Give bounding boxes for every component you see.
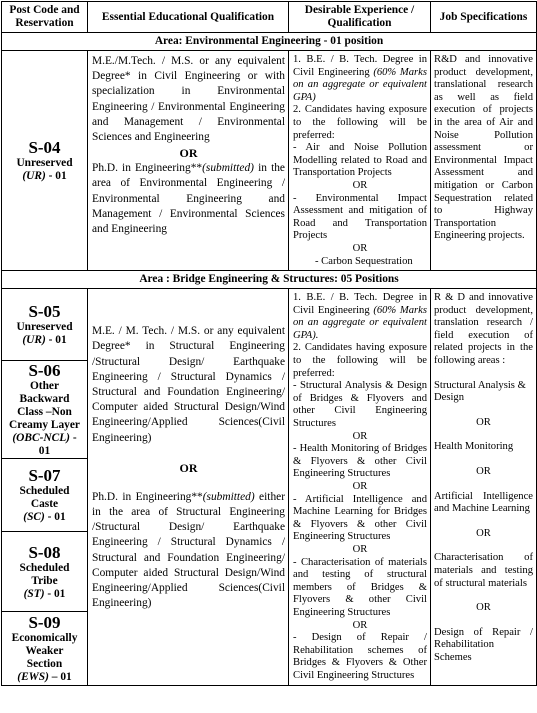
post-code-cell <box>2 361 88 459</box>
recruitment-table <box>1 1 537 686</box>
post-code: S-08 <box>28 542 61 562</box>
post-code-cell <box>2 51 88 271</box>
experience-item: - Air and Noise Pollution Modelling related to Road and Transportation Projects <box>293 142 427 179</box>
area-row <box>2 33 537 51</box>
experience-item: - Structural Analysis & Design of Bridges & Flyovers and other Civil Engineering Structures <box>293 380 427 430</box>
or-separator: OR <box>352 481 368 492</box>
qualification-cell <box>88 51 289 271</box>
job-spec-cell <box>431 289 537 685</box>
experience-item: - Environmental Impact Assessment and mitigation of Road and Transportation Projects <box>293 192 427 242</box>
header-experience: Desirable Experience / Qualification <box>289 2 431 33</box>
reservation: Scheduled Caste (SC) - 01 <box>19 485 70 524</box>
qualification-cell <box>88 289 289 685</box>
area-title: Area: Environmental Engineering - 01 position <box>2 33 537 51</box>
post-code-cell <box>2 612 88 685</box>
post-code: S-09 <box>28 612 61 632</box>
or-separator: OR <box>352 619 368 631</box>
qualification-text: M.E. / M. Tech. / M.S. or any equivalent Degree* in Structural Engineering /Structural Design/ Earthquake Engineering / Structural Dynamics / Structural and Foundation Engineering/ Computer aided Structural Design/Wind Engineering/Applied Sciences(Civil Engineering) <box>92 325 285 444</box>
experience-cell <box>289 289 431 685</box>
reservation: Economically Weaker Section (EWS) – 01 <box>11 631 78 683</box>
or-separator: OR <box>476 527 491 539</box>
or-separator: OR <box>476 416 491 428</box>
experience-item: 1. B.E. / B. Tech. Degree in Civil Engineering (60% Marks on an aggregate or equivalent GPA). <box>293 292 427 341</box>
post-code-cell <box>2 532 88 612</box>
experience-item: 1. B.E. / B. Tech. Degree in Civil Engineering (60% Marks on an aggregate or equivalent GPA) <box>293 54 427 103</box>
experience-item: - Characterisation of materials and testing of structural members of Bridges & Flyovers & other Civil Engineering Structures <box>293 556 427 618</box>
area-row <box>2 271 537 289</box>
experience-cell <box>289 51 431 271</box>
job-spec-item: Health Monitoring <box>434 441 514 453</box>
or-separator: OR <box>179 146 198 161</box>
job-spec-item: Characterisation of materials and testing of structural materials <box>434 552 533 589</box>
job-spec-text: R&D and innovative product development, translational research as well as field execution of projects in the area of Air and Noise Pollution assessment or Environmental Impact Assessment and mitigation or Carbon Sequestration related to Highway Transportation Engineering projects. <box>434 54 533 242</box>
reservation: Other Backward Class –Non Creamy Layer (OBC-NCL) - 01 <box>9 380 80 458</box>
or-separator: OR <box>352 543 368 555</box>
reservation: Unreserved (UR) - 01 <box>16 157 73 183</box>
post-code: S-04 <box>28 138 61 158</box>
post-code: S-06 <box>28 361 61 381</box>
qualification-text: M.E./M.Tech. / M.S. or any equivalent Degree* in Civil Engineering or with specialization in Environmental Engineering / Environmental Engineering and Management / Environmental Sciences and Engineering <box>92 55 285 144</box>
header-post-code: Post Code and Reservation <box>2 2 88 33</box>
experience-item: 2. Candidates having exposure to the following will be preferred: <box>293 104 427 141</box>
job-spec-cell <box>431 51 537 271</box>
experience-item: - Carbon Sequestration <box>315 255 413 267</box>
or-separator: OR <box>352 430 368 442</box>
job-spec-item: Structural Analysis & Design <box>434 379 526 404</box>
job-spec-item: Artificial Intelligence and Machine Learning <box>434 490 533 515</box>
post-code-cell <box>2 459 88 532</box>
experience-item: - Artificial Intelligence and Machine Learning for Bridges & Flyovers & other Civil Engineering Structures <box>293 493 427 543</box>
header-row <box>2 2 537 33</box>
reservation: Scheduled Tribe (ST) - 01 <box>19 561 70 600</box>
or-separator: OR <box>352 179 368 191</box>
qualification-text: Ph.D. in Engineering**(submitted) either in the area of Structural Engineering /Structural Design/ Earthquake Engineering / Structural Dynamics / Structural and Foundation Engineering/ Computer aided Structural Design/Wind Engineering/Applied Sciences(Civil Engineering) <box>92 490 285 610</box>
or-separator: OR <box>179 460 198 475</box>
post-code-cell <box>2 289 88 361</box>
header-job-spec: Job Specifications <box>431 2 537 33</box>
area-title: Area : Bridge Engineering & Structures: 05 Positions <box>2 271 537 289</box>
or-separator: OR <box>476 466 491 478</box>
or-separator: OR <box>476 602 491 614</box>
reservation: Unreserved (UR) - 01 <box>16 321 73 347</box>
job-spec-text: R & D and innovative product development, translation research / field execution of related projects in the following areas : <box>434 292 533 367</box>
post-code: S-07 <box>28 466 61 486</box>
header-qualification: Essential Educational Qualification <box>88 2 289 33</box>
post-row <box>2 289 537 361</box>
post-code: S-05 <box>28 302 61 322</box>
job-spec-item: Design of Repair / Rehabilitation Schemes <box>434 626 533 663</box>
qualification-text: Ph.D. in Engineering**(submitted) in the area of Environmental Engineering / Environmental Engineering and Management / Environmental Sciences and Engineering <box>92 162 285 236</box>
experience-item: - Health Monitoring of Bridges & Flyovers & other Civil Engineering Structures <box>293 443 427 480</box>
experience-item: 2. Candidates having exposure to the following will be preferred: <box>293 342 427 379</box>
or-separator: OR <box>352 242 368 254</box>
post-row <box>2 51 537 271</box>
experience-item: - Design of Repair / Rehabilitation schemes of Bridges & Flyovers & Other Civil Engineering Structures <box>293 632 427 681</box>
